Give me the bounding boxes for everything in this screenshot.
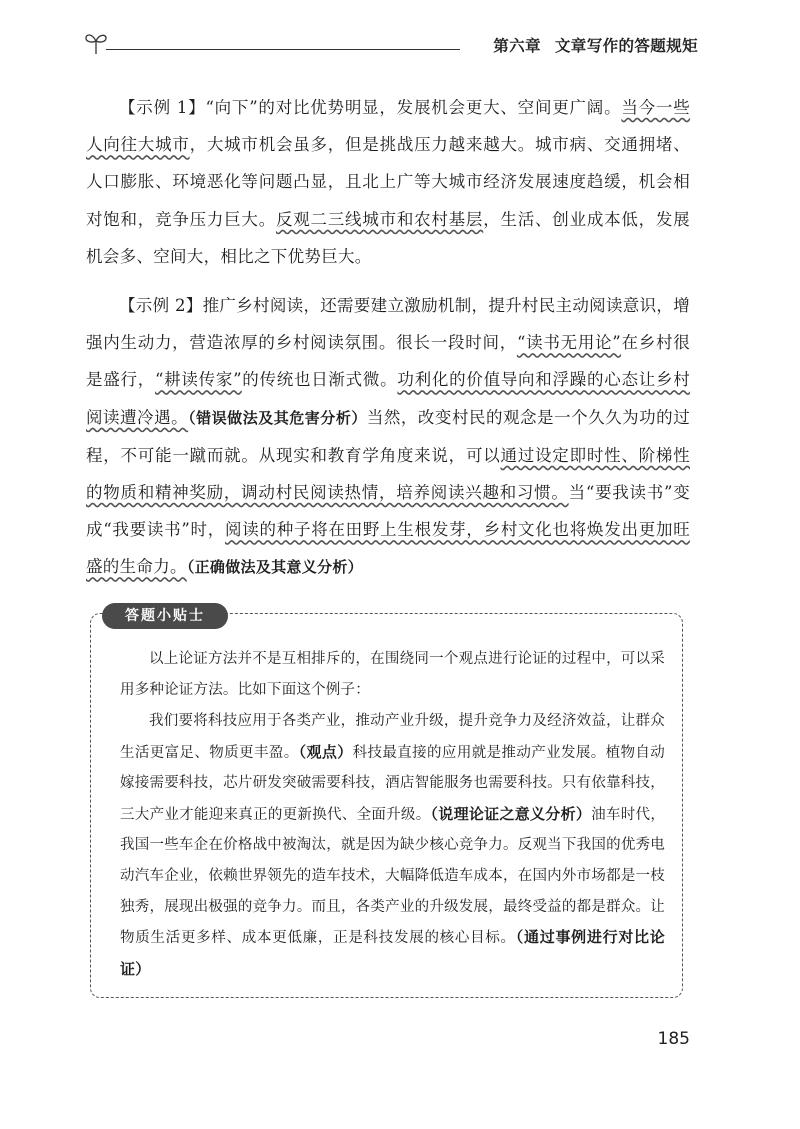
sprout-icon	[84, 30, 108, 56]
text-run: 在乡村很是盛行，	[86, 333, 690, 390]
chapter-title: 文章写作的答题规矩	[554, 37, 698, 55]
analysis-note: （观点）	[298, 742, 353, 761]
underlined-text: 功利化的价值导向和浮躁的心态让乡村阅读遭冷遇。	[86, 370, 690, 427]
text-run: 科技最直接的应用就是推动产业发展。植物自动嫁接需要科技，芯片研发突破需要科技，酒店智能服务也需要科技。只有依靠科技，三大产业才能迎来真正的更新换代、全面升级。	[120, 744, 665, 823]
running-header	[84, 30, 698, 60]
example-2-paragraph	[86, 287, 690, 587]
example-1-paragraph	[86, 89, 690, 275]
example-1-tag: 【示例 1】	[119, 98, 206, 117]
text-run: 我们要将科技应用于各类产业，推动产业升级，提升竞争力及经济效益，让群众生活更富足、物质更丰盈。	[120, 713, 665, 761]
tip-intro: 以上论证方法并不是互相排斥的，在围绕同一个观点进行论证的过程中，可以采用多种论证方法。比如下面这个例子：	[120, 651, 665, 698]
text-run: ，大城市机会虽多，但是挑战压力越来越大。城市病、交通拥堵、人口膨胀、环境恶化等问题凸显，且北上广等大城市经济发展速度趋缓，机会相对饱和，竞争压力巨大。	[86, 135, 690, 229]
tip-label: 答题小贴士	[102, 603, 228, 629]
text-run: ，生活、创业成本低，发展机会多、空间大，相比之下优势巨大。	[86, 209, 690, 266]
analysis-note: （错误做法及其危害分析）	[188, 408, 367, 427]
text-run: 推广乡村阅读，还需要建立激励机制，提升村民主动阅读意识，增强内生动力，营造浓厚的乡村阅读氛围。很长一段时间，	[86, 296, 690, 353]
underlined-text: 反观二三线城市和农村基层	[275, 209, 484, 229]
underlined-text: “耕读传家”	[154, 370, 242, 390]
text-run: 油车时代，我国一些车企在价格战中被淘汰，就是因为缺少核心竞争力。反观当下我国的优秀电动汽车企业，依赖世界领先的造车技术，大幅降低造车成本，在国内外市场都是一枝独秀，展现出极强的竞争力。而且，各类产业的升级发展，最终受益的都是群众。让物质生活更多样、成本更低廉，正是科技发展的核心目标。	[120, 806, 666, 947]
example-2-tag: 【示例 2】	[119, 296, 203, 315]
text-run: 当“要我读书”变成“我要读书”时，	[86, 483, 690, 540]
underlined-text: “读书无用论”	[516, 333, 622, 353]
chapter-number: 第六章	[493, 37, 541, 55]
text-run: 当然，改变村民的观念是一个久久为功的过程，不可能一蹴而就。从现实和教育学角度来说，可以	[86, 407, 690, 465]
text-run: 的传统也日渐式微。	[241, 370, 398, 390]
analysis-note: （正确做法及其意义分析）	[186, 558, 363, 577]
page-number: 185	[657, 1029, 690, 1049]
analysis-note: （说理论证之意义分析）	[430, 804, 592, 823]
chapter-heading	[466, 34, 698, 56]
header-rule	[106, 49, 460, 50]
underlined-text: 当今一些人向往大城市	[86, 98, 691, 155]
tip-example	[120, 706, 665, 985]
text-run: “向下”的对比优势明显，发展机会更大、空间更广阔。	[205, 98, 622, 117]
underlined-text: 阅读的种子将在田野上生根发芽，乡村文化也将焕发出更加旺盛的生命力。	[86, 520, 690, 577]
underlined-text: 通过设定即时性、阶梯性的物质和精神奖励，调动村民阅读热情，培养阅读兴趣和习惯。	[86, 445, 690, 503]
analysis-note: （通过事例进行对比论证）	[120, 928, 665, 978]
